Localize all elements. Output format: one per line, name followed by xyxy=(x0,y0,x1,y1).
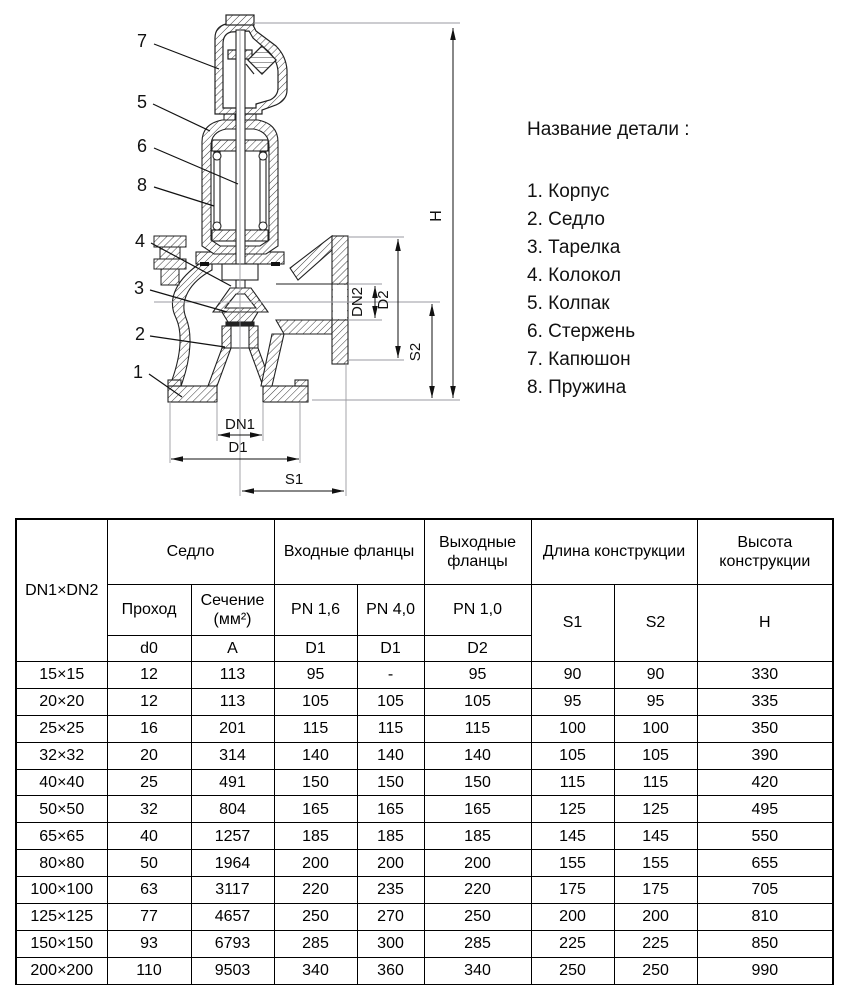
table-cell: 90 xyxy=(614,662,697,689)
table-cell: 15×15 xyxy=(16,662,107,689)
table-cell: 225 xyxy=(614,930,697,957)
table-cell: 16 xyxy=(107,715,191,742)
outlet-top-wall xyxy=(290,236,332,280)
header-group-seat: Седло xyxy=(107,519,274,585)
table-cell: 25 xyxy=(107,769,191,796)
header-group-inlet-flanges: Входные фланцы xyxy=(274,519,424,585)
table-cell: 4657 xyxy=(191,904,274,931)
callout-6: 6 xyxy=(136,136,148,156)
table-cell: 150 xyxy=(274,769,357,796)
spring-wire-tl xyxy=(213,152,221,160)
table-cell: 705 xyxy=(697,877,833,904)
table-row xyxy=(16,769,833,796)
table-cell: 200×200 xyxy=(16,957,107,984)
callout-5: 5 xyxy=(136,92,148,112)
table-cell: 105 xyxy=(424,688,531,715)
table-cell: 270 xyxy=(357,904,424,931)
table-row xyxy=(16,850,833,877)
table-cell: 110 xyxy=(107,957,191,984)
callout-3: 3 xyxy=(133,278,145,298)
spring-wire-br xyxy=(259,222,267,230)
dim-label-dn2: DN2 xyxy=(349,286,366,318)
table-cell: 185 xyxy=(357,823,424,850)
table-row xyxy=(16,823,833,850)
table-cell: 495 xyxy=(697,796,833,823)
header-s1: S1 xyxy=(531,585,614,662)
parts-list-item: 8. Пружина xyxy=(527,377,627,398)
table-cell: 200 xyxy=(424,850,531,877)
parts-list-item: 1. Корпус xyxy=(527,181,610,202)
table-row xyxy=(16,957,833,984)
table-cell: 420 xyxy=(697,769,833,796)
table-cell: 850 xyxy=(697,930,833,957)
dim-label-s1: S1 xyxy=(284,471,304,488)
table-cell: 225 xyxy=(531,930,614,957)
table-cell: 3117 xyxy=(191,877,274,904)
table-cell: 250 xyxy=(424,904,531,931)
parts-list-item: 5. Колпак xyxy=(527,293,610,314)
outlet-bottom-wall xyxy=(276,320,332,334)
table-row xyxy=(16,930,833,957)
table-cell: 12 xyxy=(107,688,191,715)
callout-1: 1 xyxy=(132,362,144,382)
spec-table-body xyxy=(16,662,833,985)
table-cell: 105 xyxy=(531,742,614,769)
seat-wall-left xyxy=(222,326,231,348)
parts-list-item: 3. Тарелка xyxy=(527,237,621,258)
table-cell: 165 xyxy=(424,796,531,823)
table-cell: 140 xyxy=(274,742,357,769)
table-cell: 550 xyxy=(697,823,833,850)
table-cell: 77 xyxy=(107,904,191,931)
table-cell: 285 xyxy=(274,930,357,957)
table-row xyxy=(16,662,833,689)
table-cell: 185 xyxy=(274,823,357,850)
dim-label-d2: D2 xyxy=(375,290,392,310)
spec-table xyxy=(15,518,834,985)
table-cell: 93 xyxy=(107,930,191,957)
header-pn10: PN 1,0 xyxy=(424,585,531,636)
table-cell: 200 xyxy=(531,904,614,931)
header-d2: D2 xyxy=(424,636,531,662)
table-cell: 150 xyxy=(424,769,531,796)
inlet-flange-tab-left xyxy=(168,380,181,386)
header-d1-pn16: D1 xyxy=(274,636,357,662)
table-cell: 90 xyxy=(531,662,614,689)
table-cell: 150×150 xyxy=(16,930,107,957)
table-cell: 145 xyxy=(531,823,614,850)
table-cell: 140 xyxy=(424,742,531,769)
header-s2: S2 xyxy=(614,585,697,662)
parts-list xyxy=(527,178,690,402)
table-cell: 125 xyxy=(531,796,614,823)
table-cell: 115 xyxy=(357,715,424,742)
header-pn16: PN 1,6 xyxy=(274,585,357,636)
bonnet-seal-left xyxy=(200,262,209,266)
table-cell: 990 xyxy=(697,957,833,984)
table-cell: 155 xyxy=(614,850,697,877)
table-cell: 25×25 xyxy=(16,715,107,742)
callout-7: 7 xyxy=(136,31,148,51)
table-cell: 100×100 xyxy=(16,877,107,904)
header-group-height: Высота конструкции xyxy=(697,519,833,585)
table-row xyxy=(16,715,833,742)
table-cell: 314 xyxy=(191,742,274,769)
table-cell: 655 xyxy=(697,850,833,877)
table-cell: 250 xyxy=(614,957,697,984)
table-cell: 40×40 xyxy=(16,769,107,796)
spring-wire-tr xyxy=(259,152,267,160)
table-cell: 175 xyxy=(531,877,614,904)
table-cell: 9503 xyxy=(191,957,274,984)
table-cell: 95 xyxy=(614,688,697,715)
table-cell: 250 xyxy=(274,904,357,931)
callout-2: 2 xyxy=(134,324,146,344)
table-cell: 145 xyxy=(614,823,697,850)
table-cell: 20 xyxy=(107,742,191,769)
table-cell: 810 xyxy=(697,904,833,931)
stem xyxy=(236,30,245,302)
callout-8: 8 xyxy=(136,175,148,195)
bonnet-seal-right xyxy=(271,262,280,266)
hood xyxy=(215,15,287,114)
table-cell: 491 xyxy=(191,769,274,796)
table-cell: 95 xyxy=(531,688,614,715)
table-cell: 100 xyxy=(531,715,614,742)
table-cell: 185 xyxy=(424,823,531,850)
spec-table-head xyxy=(16,519,833,662)
table-cell: 105 xyxy=(274,688,357,715)
header-h: H xyxy=(697,585,833,662)
table-cell: 115 xyxy=(531,769,614,796)
table-cell: 12 xyxy=(107,662,191,689)
table-cell: 32 xyxy=(107,796,191,823)
table-cell: 250 xyxy=(531,957,614,984)
header-dn1xdn2: DN1×DN2 xyxy=(16,519,107,662)
parts-list-item: 7. Капюшон xyxy=(527,349,631,370)
table-cell: 330 xyxy=(697,662,833,689)
header-pn40: PN 4,0 xyxy=(357,585,424,636)
table-cell: 125×125 xyxy=(16,904,107,931)
table-cell: 115 xyxy=(424,715,531,742)
table-cell: 63 xyxy=(107,877,191,904)
table-cell: 335 xyxy=(697,688,833,715)
table-cell: 113 xyxy=(191,662,274,689)
table-cell: 115 xyxy=(614,769,697,796)
table-cell: 390 xyxy=(697,742,833,769)
table-cell: 220 xyxy=(274,877,357,904)
table-cell: 80×80 xyxy=(16,850,107,877)
parts-list-item: 6. Стержень xyxy=(527,321,636,342)
valve-drawing xyxy=(0,0,480,512)
table-cell: 200 xyxy=(274,850,357,877)
hood-top-cap xyxy=(226,15,254,25)
table-cell: 105 xyxy=(357,688,424,715)
header-a: A xyxy=(191,636,274,662)
table-cell: 140 xyxy=(357,742,424,769)
dim-label-s2: S2 xyxy=(407,342,424,362)
table-cell: 100 xyxy=(614,715,697,742)
header-passage: Проход xyxy=(107,585,191,636)
dim-label-h: H xyxy=(428,210,445,222)
parts-list-item: 4. Колокол xyxy=(527,265,621,286)
table-cell: 360 xyxy=(357,957,424,984)
seat-wall-right xyxy=(249,326,258,348)
header-section: Сечение (мм²) xyxy=(191,585,274,636)
table-cell: 340 xyxy=(424,957,531,984)
table-cell: 165 xyxy=(274,796,357,823)
side-bolt-fitting xyxy=(154,236,186,285)
table-cell: 1964 xyxy=(191,850,274,877)
table-cell: 6793 xyxy=(191,930,274,957)
spring-coil-left xyxy=(214,152,220,230)
table-cell: 201 xyxy=(191,715,274,742)
spring-wire-bl xyxy=(213,222,221,230)
table-cell: 65×65 xyxy=(16,823,107,850)
table-cell: 1257 xyxy=(191,823,274,850)
table-row xyxy=(16,688,833,715)
table-cell: 200 xyxy=(614,904,697,931)
table-cell: 40 xyxy=(107,823,191,850)
table-cell: 115 xyxy=(274,715,357,742)
callout-4: 4 xyxy=(134,231,146,251)
parts-list-section xyxy=(527,118,690,402)
table-cell: 113 xyxy=(191,688,274,715)
inlet-flange-left xyxy=(168,386,217,402)
table-row xyxy=(16,904,833,931)
table-row xyxy=(16,796,833,823)
table-cell: 105 xyxy=(614,742,697,769)
table-cell: 804 xyxy=(191,796,274,823)
header-group-length: Длина конструкции xyxy=(531,519,697,585)
body-right-wall xyxy=(261,334,284,386)
table-cell: 20×20 xyxy=(16,688,107,715)
table-row xyxy=(16,742,833,769)
table-cell: 32×32 xyxy=(16,742,107,769)
inlet-flange-tab-right xyxy=(295,380,308,386)
dim-label-dn1: DN1 xyxy=(224,416,256,433)
table-cell: 150 xyxy=(357,769,424,796)
parts-list-item: 2. Седло xyxy=(527,209,605,230)
spring-coil-right xyxy=(260,152,266,230)
inlet-flange-right xyxy=(263,386,308,402)
header-d0: d0 xyxy=(107,636,191,662)
table-cell: 340 xyxy=(274,957,357,984)
table-cell: 200 xyxy=(357,850,424,877)
table-cell: 155 xyxy=(531,850,614,877)
table-cell: 235 xyxy=(357,877,424,904)
table-cell: 165 xyxy=(357,796,424,823)
table-row xyxy=(16,877,833,904)
parts-list-title: Название детали : xyxy=(527,119,690,140)
table-cell: 95 xyxy=(274,662,357,689)
table-cell: 350 xyxy=(697,715,833,742)
table-cell: - xyxy=(357,662,424,689)
table-cell: 95 xyxy=(424,662,531,689)
dim-label-d1: D1 xyxy=(228,439,248,456)
table-cell: 50 xyxy=(107,850,191,877)
table-cell: 125 xyxy=(614,796,697,823)
table-cell: 175 xyxy=(614,877,697,904)
header-d1-pn40: D1 xyxy=(357,636,424,662)
trim-parts xyxy=(213,264,268,348)
header-group-outlet-flanges: Выходные фланцы xyxy=(424,519,531,585)
table-cell: 50×50 xyxy=(16,796,107,823)
table-cell: 220 xyxy=(424,877,531,904)
table-cell: 285 xyxy=(424,930,531,957)
table-cell: 300 xyxy=(357,930,424,957)
